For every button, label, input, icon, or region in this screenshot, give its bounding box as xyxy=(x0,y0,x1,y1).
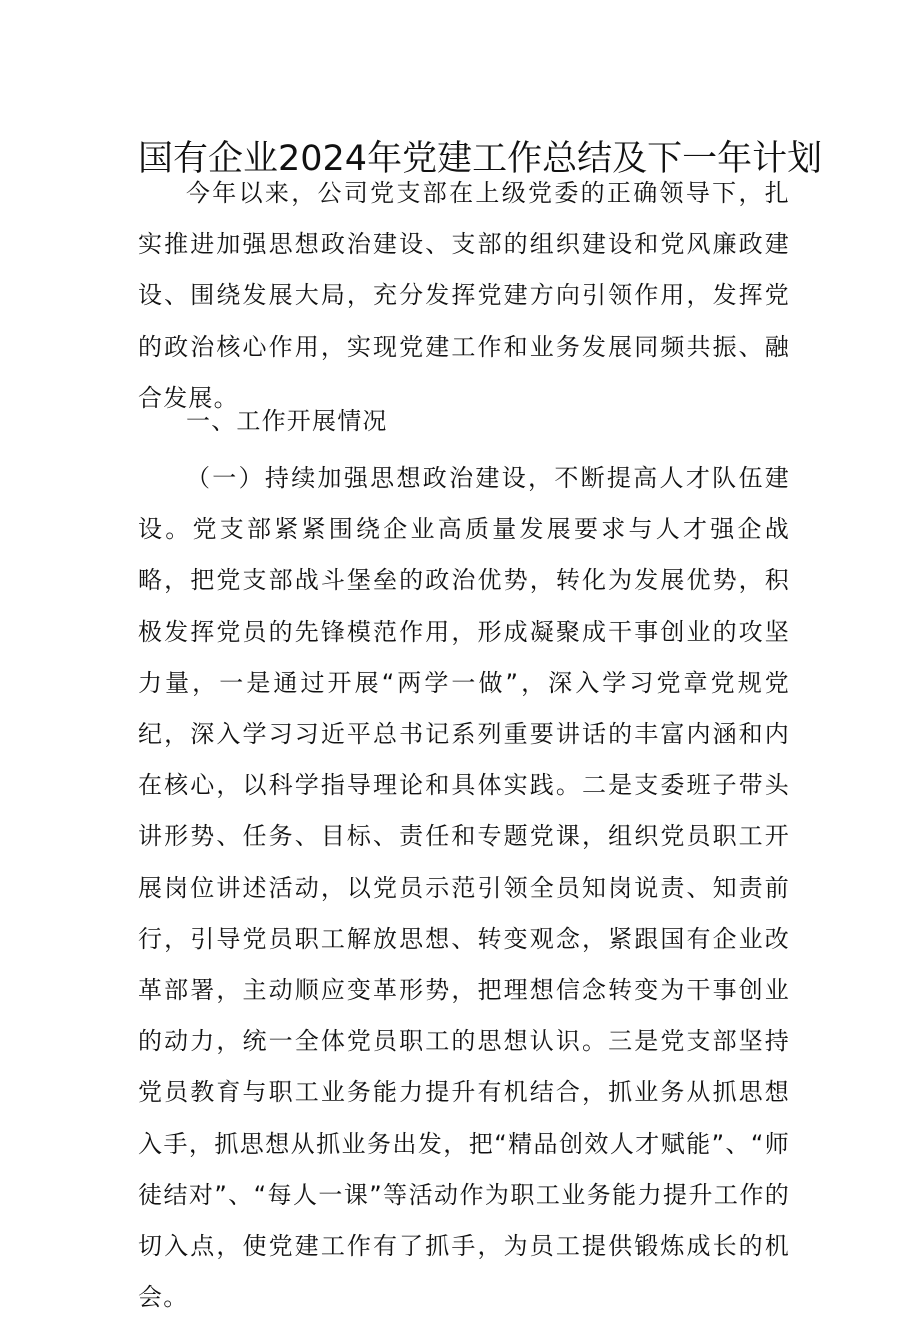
subsection-paragraph: （一）持续加强思想政治建设，不断提高人才队伍建设。党支部紧紧围绕企业高质量发展要求与人才强企战略，把党支部战斗堡垒的政治优势，转化为发展优势，积极发挥党员的先锋模范作用，形成凝聚成干事创业的攻坚力量，一是通过开展“两学一做”，深入学习党章党规党纪，深入学习习近平总书记系列重要讲话的丰富内涵和内在核心，以科学指导理论和具体实践。二是支委班子带头讲形势、任务、目标、责任和专题党课，组织党员职工开展岗位讲述活动，以党员示范引领全员知岗说责、知责前行，引导党员职工解放思想、转变观念，紧跟国有企业改革部署，主动顺应变革形势，把理想信念转变为干事创业的动力，统一全体党员职工的思想认识。三是党支部坚持党员教育与职工业务能力提升有机结合，抓业务从抓思想入手，抓思想从抓业务出发，把“精品创效人才赋能”、“师徒结对”、“每人一课”等活动作为职工业务能力提升工作的切入点，使党建工作有了抓手，为员工提供锻炼成长的机会。 xyxy=(138,464,790,1312)
document-title: 国有企业2024年党建工作总结及下一年计划 xyxy=(138,139,823,179)
section-heading: 一、工作开展情况 xyxy=(186,407,388,435)
intro-paragraph: 今年以来，公司党支部在上级党委的正确领导下，扎实推进加强思想政治建设、支部的组织建设和党风廉政建设、围绕发展大局，充分发挥党建方向引领作用，发挥党的政治核心作用，实现党建工作和业务发展同频共振、融合发展。 xyxy=(138,179,790,412)
